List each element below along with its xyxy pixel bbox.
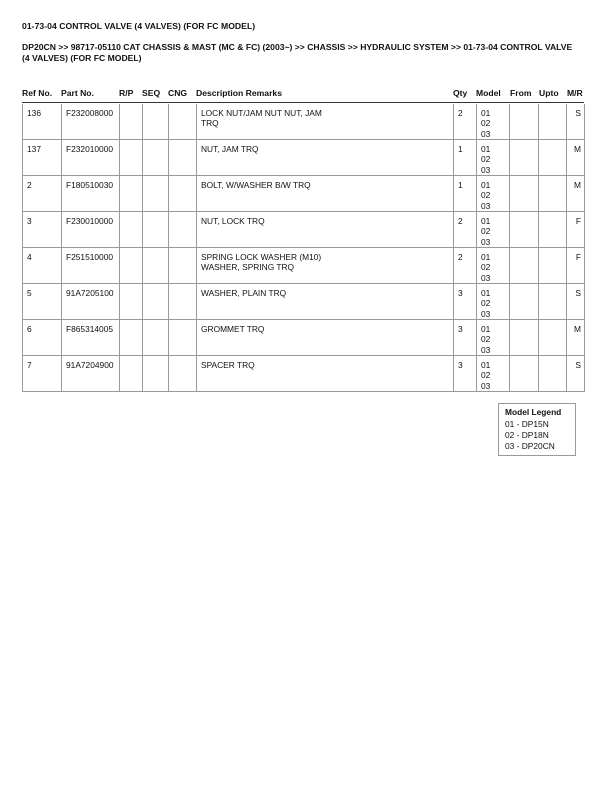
seq-cell — [143, 248, 169, 284]
part-no-cell: 91A7205100 — [62, 284, 120, 320]
part-no-cell: 91A7204900 — [62, 356, 120, 392]
description-cell — [197, 284, 454, 320]
description-cell — [197, 140, 454, 176]
column-header-mr: M/R — [567, 88, 583, 98]
from-cell — [510, 284, 539, 320]
qty-cell: 1 — [454, 176, 477, 212]
ref-no-cell: 136 — [23, 104, 62, 140]
rp-cell — [120, 140, 143, 176]
column-header-from: From — [510, 88, 532, 98]
column-header-rp: R/P — [119, 88, 134, 98]
model-code: 02 — [481, 334, 491, 345]
model-code: 01 — [481, 180, 491, 190]
upto-cell — [539, 320, 567, 356]
table-row — [23, 140, 585, 176]
mr-cell: M — [567, 176, 585, 212]
column-header-cng: CNG — [168, 88, 188, 98]
description-line: TRQ — [201, 118, 219, 129]
seq-cell — [143, 140, 169, 176]
rp-cell — [120, 320, 143, 356]
from-cell — [510, 320, 539, 356]
breadcrumb: DP20CN >> 98717-05110 CAT CHASSIS & MAST (MC & FC) (2003~) >> CHASSIS >> HYDRAULIC SYSTEM >> 01-73-04 CONTROL VALVE (4 VALVES) (FOR FC MODEL) — [22, 42, 573, 63]
seq-cell — [143, 104, 169, 140]
mr-cell: S — [567, 284, 585, 320]
description-cell — [197, 176, 454, 212]
part-no-cell: F251510000 — [62, 248, 120, 284]
seq-cell — [143, 176, 169, 212]
model-code: 01 — [481, 144, 491, 154]
model-code: 02 — [481, 262, 491, 273]
description-line: NUT, LOCK TRQ — [201, 216, 265, 226]
ref-no-cell: 137 — [23, 140, 62, 176]
table-row — [23, 176, 585, 212]
upto-cell — [539, 356, 567, 392]
column-header-part-no: Part No. — [61, 88, 94, 98]
table-row — [23, 248, 585, 284]
model-code: 03 — [481, 272, 491, 283]
model-code: 03 — [481, 128, 491, 139]
from-cell — [510, 104, 539, 140]
header-rule — [22, 102, 584, 103]
mr-cell: M — [567, 140, 585, 176]
model-code: 03 — [481, 308, 491, 319]
model-code: 02 — [481, 298, 491, 309]
description-line: WASHER, PLAIN TRQ — [201, 288, 287, 298]
model-code: 02 — [481, 190, 491, 201]
model-cell — [477, 284, 510, 320]
qty-cell: 2 — [454, 212, 477, 248]
description-line: SPRING LOCK WASHER (M10) — [201, 252, 322, 262]
qty-cell: 1 — [454, 140, 477, 176]
description-cell — [197, 248, 454, 284]
upto-cell — [539, 140, 567, 176]
rp-cell — [120, 212, 143, 248]
upto-cell — [539, 176, 567, 212]
parts-table — [22, 104, 585, 392]
model-code: 01 — [481, 216, 491, 226]
page-title: 01-73-04 CONTROL VALVE (4 VALVES) (FOR FC MODEL) — [22, 21, 256, 31]
column-header-upto: Upto — [539, 88, 559, 98]
model-legend-title: Model Legend — [505, 407, 562, 417]
model-code: 03 — [481, 236, 491, 247]
table-row — [23, 320, 585, 356]
model-cell — [477, 320, 510, 356]
description-cell — [197, 212, 454, 248]
model-code: 03 — [481, 164, 491, 175]
model-cell — [477, 212, 510, 248]
model-code: 03 — [481, 344, 491, 355]
ref-no-cell: 7 — [23, 356, 62, 392]
part-no-cell: F180510030 — [62, 176, 120, 212]
upto-cell — [539, 104, 567, 140]
seq-cell — [143, 284, 169, 320]
model-code: 01 — [481, 108, 491, 118]
mr-cell: S — [567, 356, 585, 392]
upto-cell — [539, 212, 567, 248]
seq-cell — [143, 212, 169, 248]
ref-no-cell: 4 — [23, 248, 62, 284]
description-cell — [197, 320, 454, 356]
table-row — [23, 104, 585, 140]
rp-cell — [120, 248, 143, 284]
model-code: 03 — [481, 380, 491, 391]
cng-cell — [169, 140, 197, 176]
description-cell — [197, 356, 454, 392]
cng-cell — [169, 320, 197, 356]
from-cell — [510, 356, 539, 392]
from-cell — [510, 176, 539, 212]
qty-cell: 3 — [454, 356, 477, 392]
upto-cell — [539, 284, 567, 320]
column-header-model: Model — [476, 88, 501, 98]
model-legend-item: 03 - DP20CN — [505, 441, 555, 451]
part-no-cell: F232008000 — [62, 104, 120, 140]
from-cell — [510, 212, 539, 248]
model-code: 01 — [481, 360, 491, 370]
mr-cell: M — [567, 320, 585, 356]
model-code: 01 — [481, 288, 491, 298]
mr-cell: F — [567, 212, 585, 248]
model-legend-item: 01 - DP15N — [505, 419, 549, 429]
cng-cell — [169, 104, 197, 140]
cng-cell — [169, 248, 197, 284]
seq-cell — [143, 356, 169, 392]
cng-cell — [169, 176, 197, 212]
cng-cell — [169, 212, 197, 248]
qty-cell: 2 — [454, 104, 477, 140]
part-no-cell: F865314005 — [62, 320, 120, 356]
table-row — [23, 212, 585, 248]
description-line: WASHER, SPRING TRQ — [201, 262, 295, 273]
column-header-description: Description Remarks — [196, 88, 282, 98]
model-cell — [477, 356, 510, 392]
qty-cell: 3 — [454, 320, 477, 356]
model-code: 03 — [481, 200, 491, 211]
cng-cell — [169, 356, 197, 392]
ref-no-cell: 5 — [23, 284, 62, 320]
column-header-qty: Qty — [453, 88, 468, 98]
model-code: 02 — [481, 118, 491, 129]
upto-cell — [539, 248, 567, 284]
parts-table-body — [23, 104, 585, 392]
model-code: 01 — [481, 324, 491, 334]
cng-cell — [169, 284, 197, 320]
description-line: LOCK NUT/JAM NUT NUT, JAM — [201, 108, 322, 118]
model-cell — [477, 104, 510, 140]
rp-cell — [120, 176, 143, 212]
from-cell — [510, 140, 539, 176]
model-code: 02 — [481, 370, 491, 381]
rp-cell — [120, 104, 143, 140]
description-line: BOLT, W/WASHER B/W TRQ — [201, 180, 311, 190]
ref-no-cell: 6 — [23, 320, 62, 356]
model-legend — [498, 403, 576, 456]
model-code: 02 — [481, 226, 491, 237]
mr-cell: F — [567, 248, 585, 284]
seq-cell — [143, 320, 169, 356]
model-cell — [477, 248, 510, 284]
ref-no-cell: 2 — [23, 176, 62, 212]
column-header-ref-no: Ref No. — [22, 88, 53, 98]
description-line: SPACER TRQ — [201, 360, 255, 370]
model-cell — [477, 176, 510, 212]
table-row — [23, 284, 585, 320]
description-line: NUT, JAM TRQ — [201, 144, 259, 154]
rp-cell — [120, 284, 143, 320]
model-code: 02 — [481, 154, 491, 165]
column-header-seq: SEQ — [142, 88, 161, 98]
description-cell — [197, 104, 454, 140]
table-row — [23, 356, 585, 392]
model-cell — [477, 140, 510, 176]
mr-cell: S — [567, 104, 585, 140]
qty-cell: 3 — [454, 284, 477, 320]
from-cell — [510, 248, 539, 284]
part-no-cell: F232010000 — [62, 140, 120, 176]
rp-cell — [120, 356, 143, 392]
ref-no-cell: 3 — [23, 212, 62, 248]
qty-cell: 2 — [454, 248, 477, 284]
part-no-cell: F230010000 — [62, 212, 120, 248]
description-line: GROMMET TRQ — [201, 324, 265, 334]
model-code: 01 — [481, 252, 491, 262]
model-legend-item: 02 - DP18N — [505, 430, 549, 440]
